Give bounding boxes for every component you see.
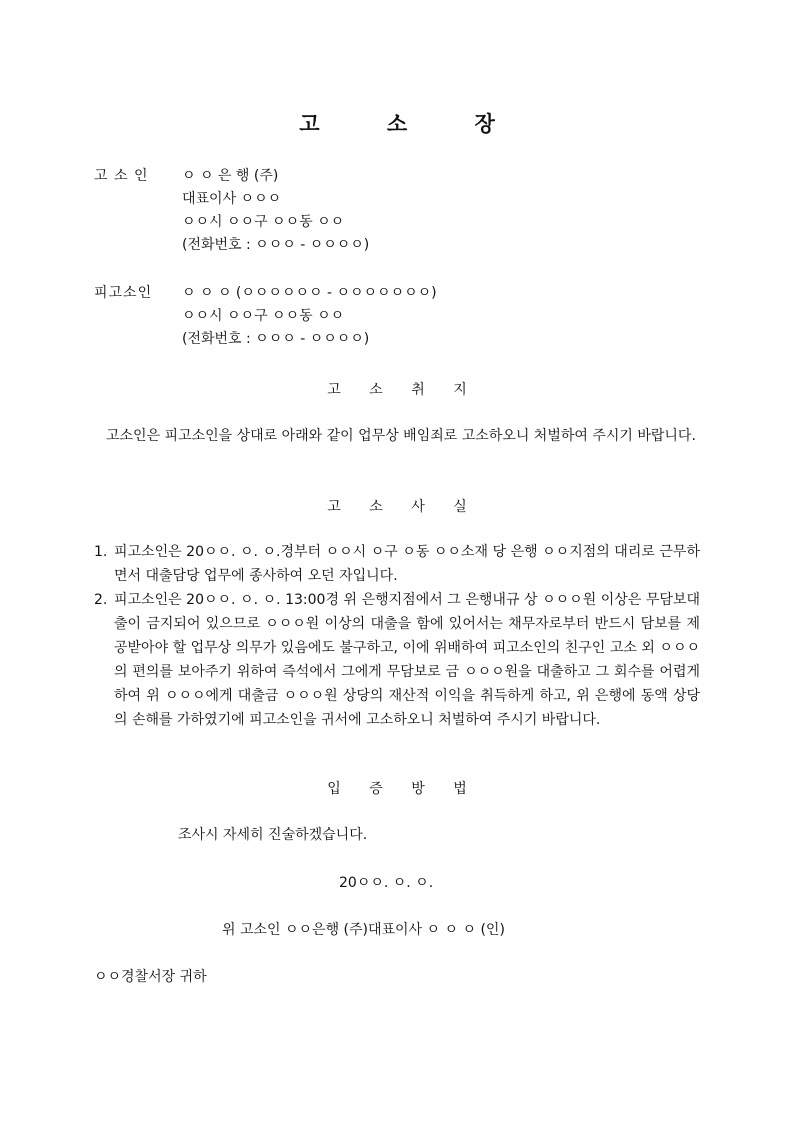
evidence-text: 조사시 자세히 진술하겠습니다. xyxy=(178,827,368,843)
signature-line: 위 고소인 ㅇㅇ은행 (주)대표이사 ㅇ ㅇ ㅇ (인) xyxy=(222,922,505,938)
accused-lines xyxy=(182,282,437,351)
addressee: ㅇㅇ경찰서장 귀하 xyxy=(94,969,207,985)
list-item xyxy=(94,588,700,732)
complainant-line: ㅇㅇ시 ㅇㅇ구 ㅇㅇ동 ㅇㅇ xyxy=(182,214,345,230)
list-item-text: 피고소인은 20ㅇㅇ. ㅇ. ㅇ.경부터 ㅇㅇ시 ㅇ구 ㅇ동 ㅇㅇ소재 당 은행 ㅇㅇ지점의 대리로 근무하면서 대출담당 업무에 종사하여 오던 자입니다. xyxy=(114,544,700,584)
list-item-number: 1. xyxy=(94,544,108,560)
complainant-line: 대표이사 ㅇㅇㅇ xyxy=(182,191,282,207)
document-title: 고 소 장 xyxy=(299,112,525,136)
complainant-lines xyxy=(182,165,369,257)
purpose-heading: 고 소 취 지 xyxy=(327,382,479,398)
list-item-text: 피고소인은 20ㅇㅇ. ㅇ. ㅇ. 13:00경 위 은행지점에서 그 은행내규 상 ㅇㅇㅇ원 이상은 무담보대출이 금지되어 있으므로 ㅇㅇㅇ원 이상의 대출을 함에 있어서는 채무자로부터 반드시 담보를 제공받아야 할 업무상 의무가 있음에도 불구하고, 이에 위배하여 피고소인의 친구인 고소 외 ㅇㅇㅇ의 편의를 보아주기 위하여 즉석에서 그에게 무담보로 금 ㅇㅇㅇ원을 대출하고 그 회수를 어렵게 하여 위 ㅇㅇㅇ에게 대출금 ㅇㅇㅇ원 상당의 재산적 이익을 취득하게 하고, 위 은행에 동액 상당의 손해를 가하였기에 피고소인을 귀서에 고소하오니 처벌하여 주시기 바랍니다. xyxy=(114,592,700,728)
complainant-line: ㅇ ㅇ 은 행 (주) xyxy=(182,168,279,184)
facts-list xyxy=(94,540,700,732)
complainant-line: (전화번호 : ㅇㅇㅇ - ㅇㅇㅇㅇ) xyxy=(182,237,370,253)
purpose-text: 고소인은 피고소인을 상대로 아래와 같이 업무상 배임죄로 고소하오니 처벌하여 주시기 바랍니다. xyxy=(106,428,696,444)
list-item-number: 2. xyxy=(94,592,108,608)
accused-line: ㅇ ㅇ ㅇ (ㅇㅇㅇㅇㅇㅇ - ㅇㅇㅇㅇㅇㅇㅇ) xyxy=(182,285,437,301)
list-item xyxy=(94,540,700,588)
facts-heading: 고 소 사 실 xyxy=(327,499,479,515)
accused-label: 피고소인 xyxy=(94,285,153,301)
accused-line: ㅇㅇ시 ㅇㅇ구 ㅇㅇ동 ㅇㅇ xyxy=(182,308,345,324)
complainant-label: 고 소 인 xyxy=(94,168,149,184)
accused-line: (전화번호 : ㅇㅇㅇ - ㅇㅇㅇㅇ) xyxy=(182,331,370,347)
evidence-heading: 입 증 방 법 xyxy=(327,781,479,797)
document-date: 20ㅇㅇ. ㅇ. ㅇ. xyxy=(339,875,434,891)
